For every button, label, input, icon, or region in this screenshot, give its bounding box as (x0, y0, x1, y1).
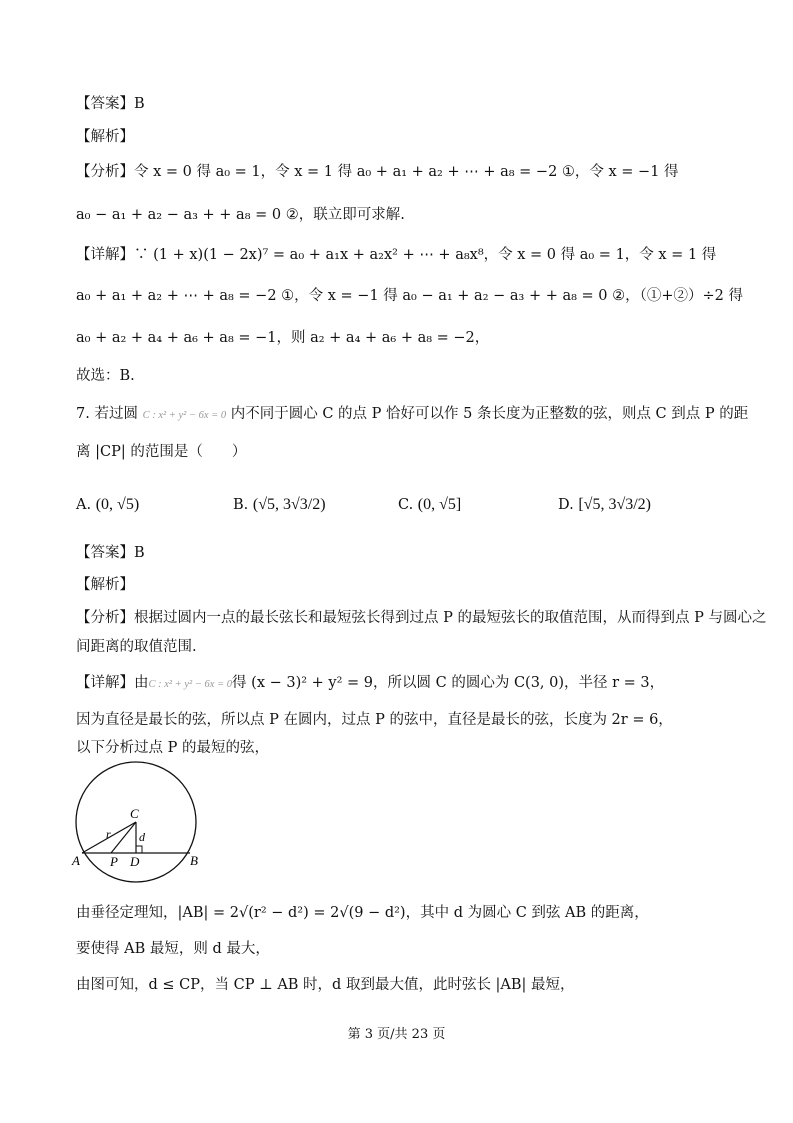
q6-choose: 故选：B. (76, 368, 135, 384)
label-p: P (110, 854, 118, 869)
q6-xiangjie-line3: a₀ + a₂ + a₄ + a₆ + a₈ = −1，则 a₂ + a₄ + a₆ + a₈ = −2， (76, 330, 490, 346)
q7-xiangjie-line5: 要使得 AB 最短，则 d 最大， (76, 941, 270, 957)
q6-fenxi-line1: 【分析】令 x = 0 得 a₀ = 1，令 x = 1 得 a₀ + a₁ + a₂ + ⋯ + a₈ = −2 ①，令 x = −1 得 (76, 164, 679, 180)
option-b-value: (√5, 3√3/2) (252, 496, 326, 513)
q6-analysis-head: 【解析】 (76, 129, 134, 145)
q7-option-d: D. [√5, 3√3/2) (558, 496, 651, 513)
q6-xiangjie-line1: 【详解】∵ (1 + x)(1 − 2x)⁷ = a₀ + a₁x + a₂x² + ⋯ + a₈x⁸，令 x = 0 得 a₀ = 1，令 x = 1 得 (76, 247, 717, 263)
q7-xiangjie-line1: 【详解】由C : x² + y² − 6x = 0得 (x − 3)² + y² = 9，所以圆 C 的圆心为 C(3, 0)，半径 r = 3， (76, 675, 665, 691)
q7-xiangjie-line4: 由垂径定理知，|AB| = 2√(r² − d²) = 2√(9 − d²)，其中 d 为圆心 C 到弦 AB 的距离， (76, 905, 649, 921)
q7-option-c: C. (0, √5] (398, 496, 462, 513)
chord-geometry-diagram (70, 752, 210, 892)
q6-fenxi-line2: a₀ − a₁ + a₂ − a₃ + + a₈ = 0 ②，联立即可求解. (76, 207, 405, 223)
label-d: d (139, 830, 145, 844)
q7-fenxi-line1: 【分析】根据过圆内一点的最长弦长和最短弦长得到过点 P 的最短弦长的取值范围，从而得到点 P 与圆心之 (76, 610, 767, 626)
page-footer: 第 3 页/共 23 页 (347, 1027, 446, 1042)
label-a: A (72, 853, 80, 868)
circle-equation-inline: C : x² + y² − 6x = 0 (148, 679, 233, 690)
q7-xiangjie-line6: 由图可知，d ≤ CP，当 CP ⊥ AB 时，d 取到最大值，此时弦长 |AB| 最短， (76, 977, 575, 993)
q7-xiangjie-line3: 以下分析过点 P 的最短的弦， (76, 740, 269, 756)
q7-stem-line1 (76, 404, 748, 426)
q7-fenxi-line2: 间距离的取值范围. (76, 639, 197, 655)
q7-analysis-head: 【解析】 (76, 577, 134, 593)
q7-circle-equation: C : x² + y² − 6x = 0 (142, 410, 227, 421)
q7-answer: 【答案】B (76, 545, 145, 561)
q7-stem-line2: 离 |CP| 的范围是（ ） (76, 444, 247, 460)
label-r: r (106, 827, 111, 841)
q7-option-b: B. (√5, 3√3/2) (233, 496, 326, 513)
label-d-point: D (130, 854, 140, 869)
option-a-value: (0, √5) (95, 496, 140, 513)
q7-stem-text1: 内不同于圆心 C 的点 P 恰好可以作 5 条长度为正整数的弦，则点 C 到点 P 的距 (230, 406, 749, 422)
q7-xiangjie-line2: 因为直径是最长的弦，所以点 P 在圆内，过点 P 的弦中，直径是最长的弦，长度为 2r = 6， (76, 712, 673, 728)
label-b: B (190, 853, 198, 868)
q7-option-a: A. (0, √5) (76, 496, 140, 513)
option-d-value: [√5, 3√3/2) (578, 496, 651, 513)
label-c: C (130, 806, 139, 821)
option-c-value: (0, √5] (417, 496, 462, 513)
q6-answer: 【答案】B (76, 96, 145, 112)
q6-xiangjie-line2: a₀ + a₁ + a₂ + ⋯ + a₈ = −2 ①，令 x = −1 得 a₀ − a₁ + a₂ − a₃ + + a₈ = 0 ②，（①+②）÷2 得 (76, 288, 743, 304)
segment-cp (111, 822, 136, 853)
right-angle-mark (136, 846, 142, 853)
q7-number: 7. 若过圆 (76, 406, 138, 422)
